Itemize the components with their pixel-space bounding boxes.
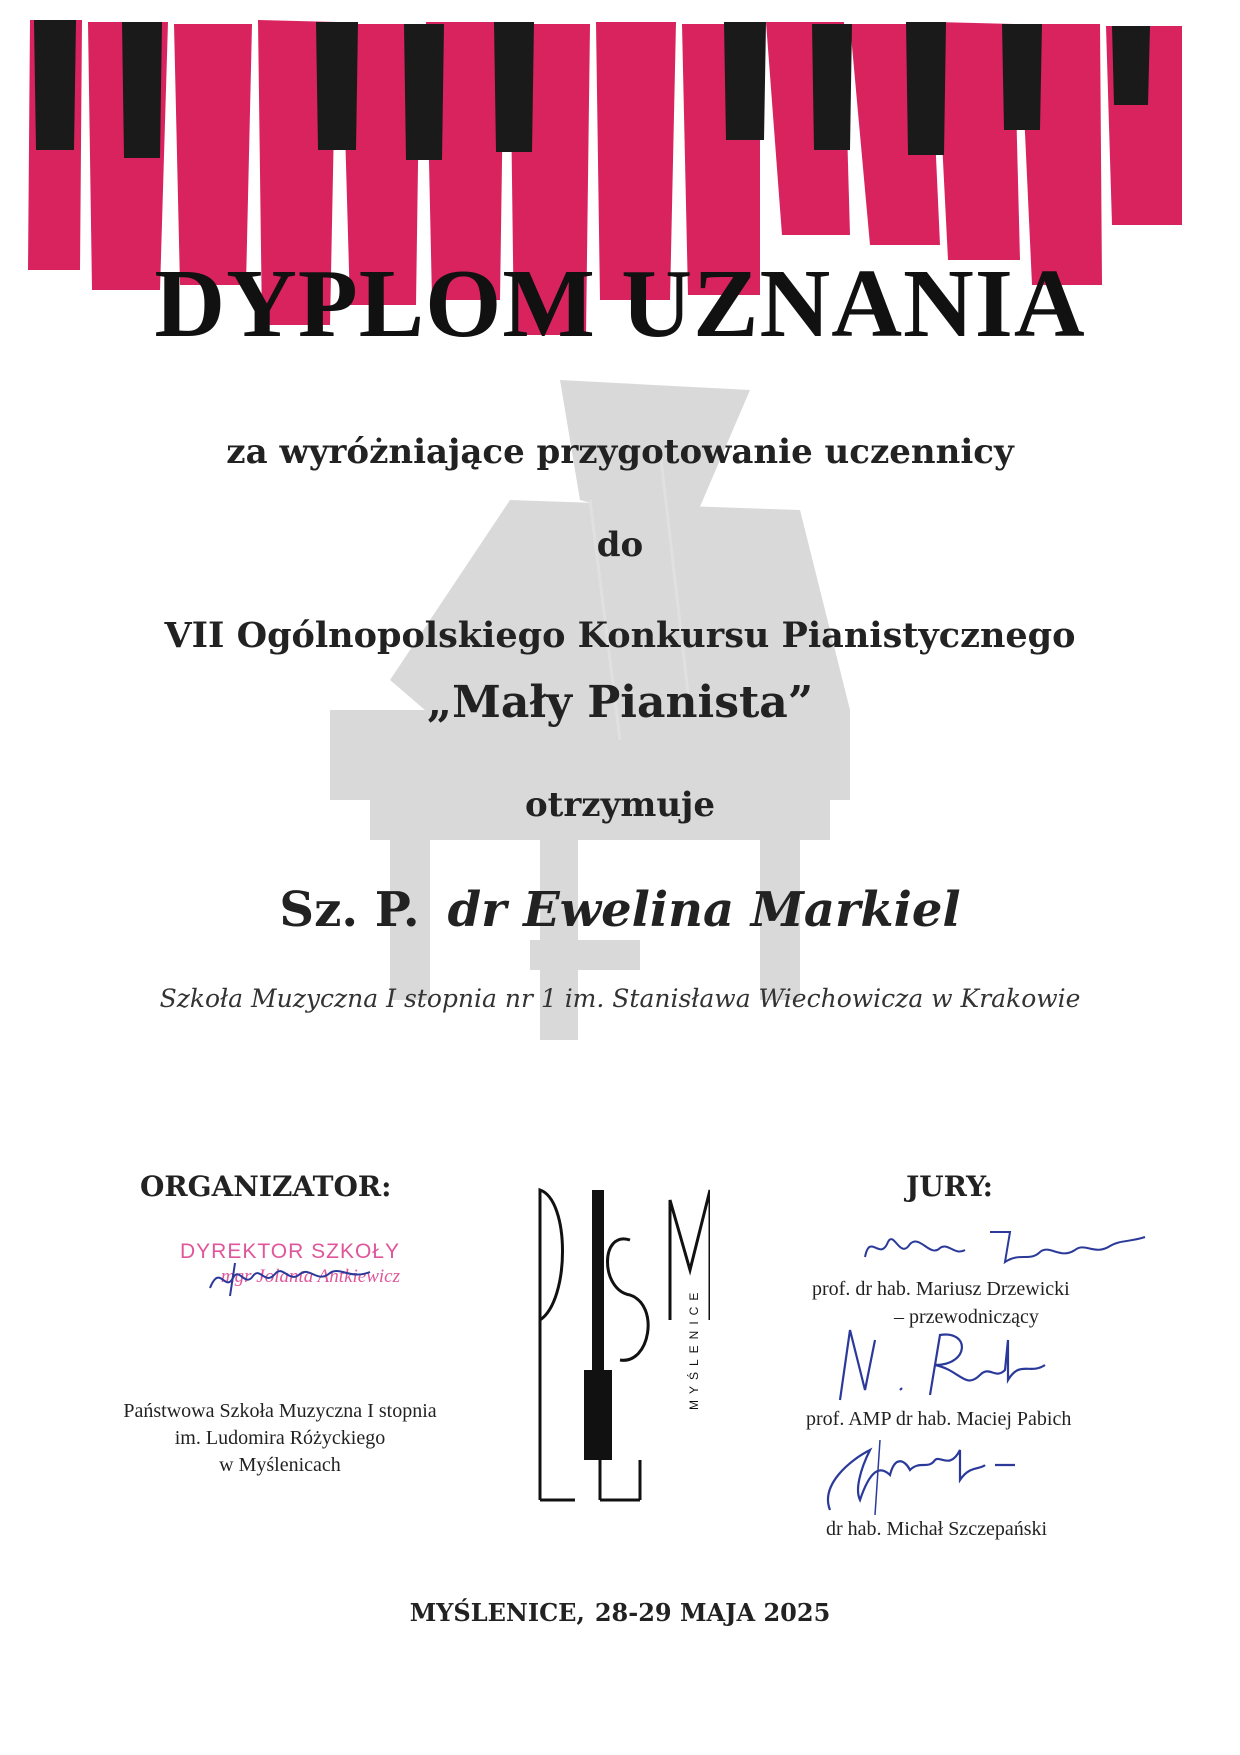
- logo-side-text: MYŚLENICE: [687, 1286, 701, 1410]
- organizer-signature-graphic: [205, 1258, 375, 1298]
- jury-heading: JURY:: [906, 1170, 993, 1203]
- diploma-title: DYPLOM UZNANIA: [154, 250, 1086, 358]
- organizer-address-line-2: im. Ludomira Różyckiego: [174, 1427, 386, 1449]
- jury-member-3: dr hab. Michał Szczepański: [826, 1518, 1048, 1540]
- organizer-address-line-1: Państwowa Szkoła Muzyczna I stopnia: [123, 1400, 437, 1422]
- recipient: [0, 882, 1240, 938]
- competition-line: VII Ogólnopolskiego Konkursu Pianistycznego: [164, 615, 1076, 656]
- jury-member-1: prof. dr hab. Mariusz Drzewicki: [812, 1278, 1070, 1300]
- organizer-address: [80, 1398, 480, 1479]
- receives-text: otrzymuje: [525, 785, 715, 825]
- recipient-school: Szkoła Muzyczna I stopnia nr 1 im. Stanisława Wiechowicza w Krakowie: [159, 984, 1081, 1013]
- footer-place-date: [0, 1598, 1240, 1627]
- jury-member-1-role: – przewodniczący: [894, 1306, 1039, 1328]
- jury-signature-2-graphic: [830, 1320, 1060, 1410]
- footer-place: MYŚLENICE,: [409, 1598, 585, 1627]
- jury-signature-3-graphic: [810, 1430, 1030, 1520]
- subtitle-line-1: za wyróżniające przygotowanie uczennicy: [226, 432, 1014, 472]
- recipient-name: dr Ewelina Markiel: [447, 882, 961, 938]
- competition-name: „Mały Pianista”: [426, 677, 814, 728]
- footer-date: 28-29 MAJA 2025: [594, 1598, 831, 1627]
- jury-member-2: prof. AMP dr hab. Maciej Pabich: [806, 1408, 1072, 1430]
- stamp-name: mgr Jolanta Antkiewicz: [220, 1266, 400, 1287]
- psm-myslenice-logo: [530, 1180, 710, 1510]
- stamp-title: DYREKTOR SZKOŁY: [180, 1240, 400, 1263]
- subtitle-line-2: do: [596, 525, 644, 565]
- organizer-heading: ORGANIZATOR:: [140, 1170, 392, 1203]
- organizer-address-line-3: w Myślenicach: [219, 1454, 341, 1476]
- jury-signature-1-graphic: [860, 1222, 1150, 1272]
- recipient-prefix: Sz. P.: [279, 882, 420, 938]
